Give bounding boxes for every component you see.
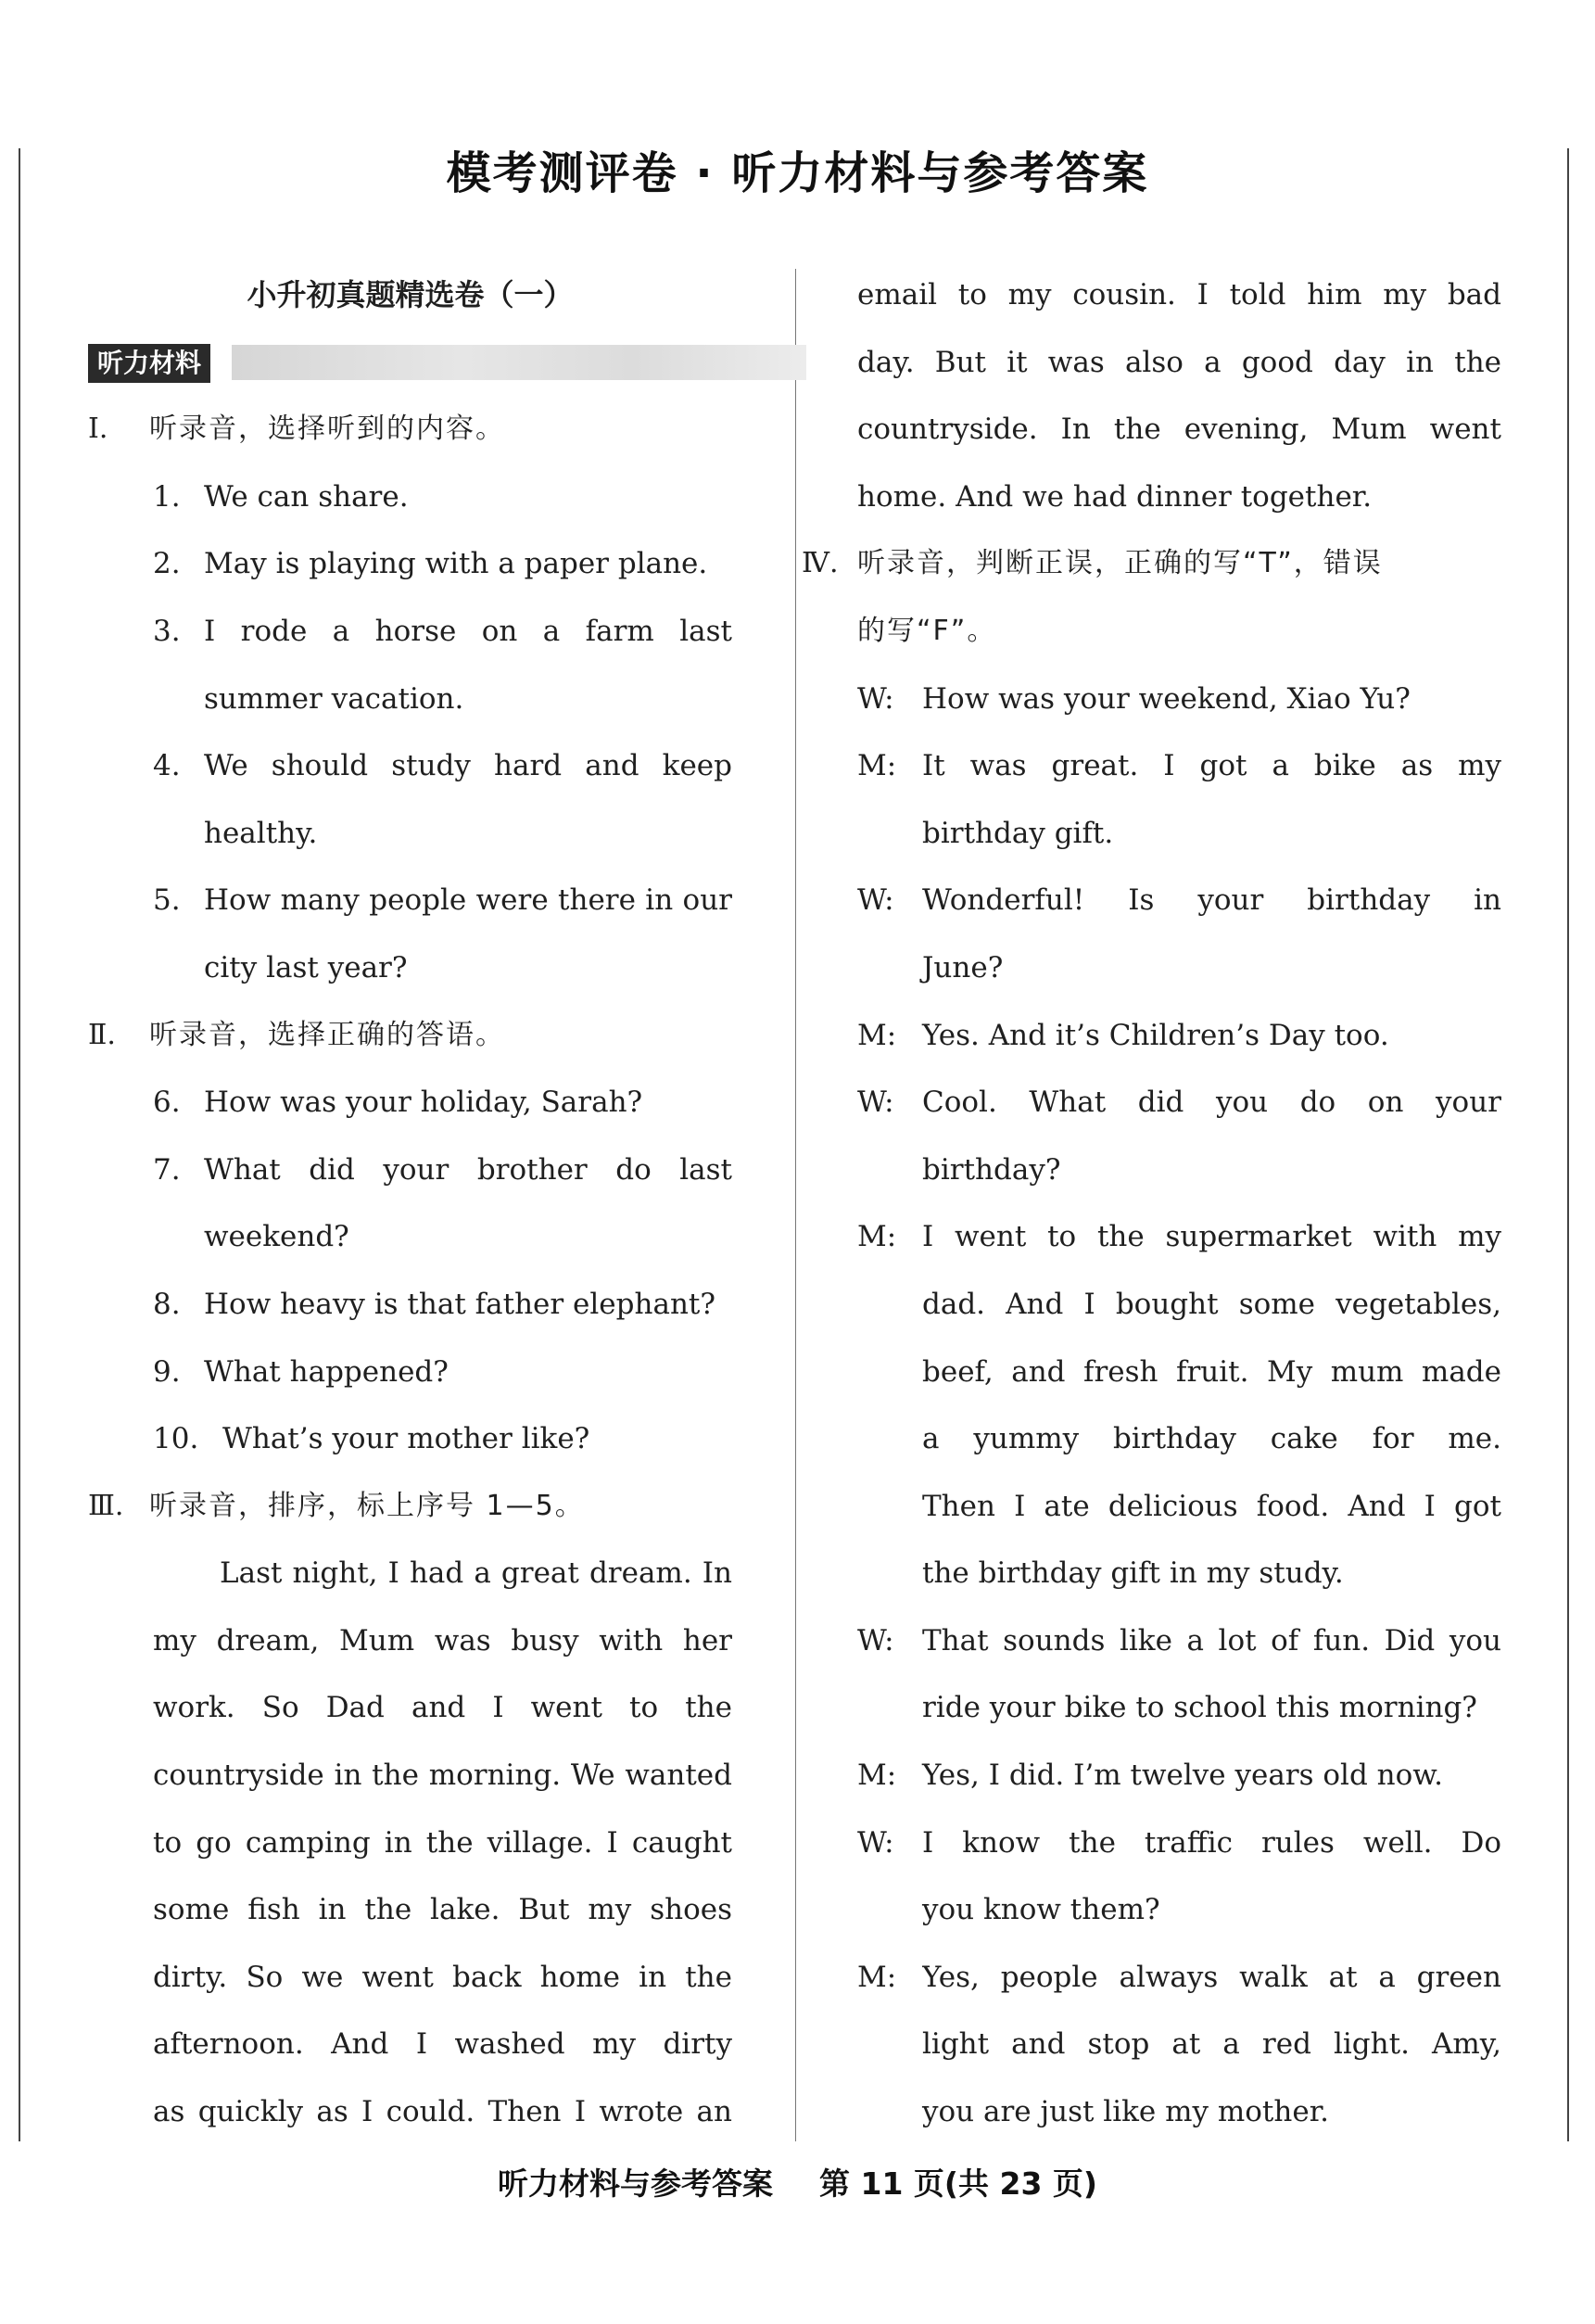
footer-title: 听力材料与参考答案: [498, 2165, 774, 2202]
section-title: 听录音，选择正确的答语。: [149, 1018, 505, 1051]
right-column: [802, 261, 1501, 2146]
dialogue-text-cont: a yummy birthday cake for me.: [922, 1422, 1501, 1456]
list-item: [88, 1271, 732, 1339]
section-1-heading: [88, 396, 732, 464]
speaker-label: M:: [857, 1759, 897, 1793]
passage-line: some fish in the lake. But my shoes: [153, 1893, 732, 1927]
passage-line: dirty. So we went back home in the: [153, 1960, 732, 1994]
section-number: Ⅲ.: [88, 1489, 124, 1522]
section-title: 听录音，判断正误，正确的写“T”，错误: [857, 547, 1383, 580]
section-title: 听录音，排序，标上序号 1—5。: [149, 1489, 585, 1522]
dialogue-turn: [857, 1607, 1501, 1675]
dialogue-text: It was great. I got a bike as my: [922, 749, 1501, 783]
passage-line: to go camping in the village. I caught: [153, 1825, 732, 1860]
dialogue-turn: [857, 1742, 1501, 1810]
passage-line: work. So Dad and I went to the: [153, 1691, 732, 1725]
passage-line: day. But it was also a good day in the: [857, 345, 1501, 379]
item-text: How heavy is that father elephant?: [204, 1287, 715, 1321]
speaker-label: M:: [857, 749, 897, 783]
item-text: May is playing with a paper plane.: [204, 547, 708, 581]
dialogue-text-cont: you are just like my mother.: [922, 2095, 1329, 2129]
item-number: 6.: [153, 1086, 181, 1120]
item-text: What happened?: [204, 1354, 449, 1389]
dialogue-turn: [857, 1002, 1501, 1070]
dialogue-text-cont: Then I ate delicious food. And I got: [922, 1489, 1501, 1523]
section-number: Ⅱ.: [88, 1018, 116, 1051]
item-number: 5.: [153, 883, 181, 918]
passage-line: afternoon. And I washed my dirty: [153, 2027, 732, 2062]
page-footer: [0, 2160, 1595, 2203]
passage-line: home. And we had dinner together.: [857, 479, 1373, 514]
list-item: [88, 1339, 732, 1406]
dialogue-text-cont: beef, and fresh fruit. My mum made: [922, 1354, 1501, 1389]
speaker-label: M:: [857, 1220, 897, 1254]
dialogue-text-cont: June?: [922, 950, 1004, 984]
list-item: [88, 867, 732, 934]
speaker-label: W:: [857, 883, 894, 918]
speaker-label: W:: [857, 1623, 894, 1657]
dialogue-text: I went to the supermarket with my: [922, 1220, 1501, 1254]
page-number: 第 11 页(共 23 页): [819, 2165, 1097, 2202]
item-text: How many people were there in our: [204, 883, 732, 918]
dialogue-turn: [857, 1944, 1501, 2012]
section-label: 听力材料: [88, 344, 210, 383]
item-text: How was your holiday, Sarah?: [204, 1086, 643, 1120]
right-border-rule: [1567, 148, 1569, 2141]
list-item: [88, 732, 732, 800]
item-number: 3.: [153, 614, 181, 648]
item-text-cont: weekend?: [204, 1220, 349, 1254]
dialogue-text: I know the traffic rules well. Do: [922, 1825, 1501, 1860]
section-label-row: [88, 329, 732, 397]
item-text: We can share.: [204, 479, 409, 514]
dialogue-turn: [857, 666, 1501, 733]
speaker-label: W:: [857, 1086, 894, 1120]
dialogue-turn: [857, 867, 1501, 934]
section-3-heading: [88, 1473, 732, 1541]
section-number: Ⅰ.: [88, 413, 108, 446]
section-2-heading: [88, 1002, 732, 1070]
passage-line: countryside in the morning. We wanted: [153, 1759, 732, 1793]
paper-title: 小升初真题精选卷（一）: [247, 277, 574, 312]
speaker-label: M:: [857, 1018, 897, 1052]
speaker-label: W:: [857, 681, 894, 716]
left-column: [88, 261, 732, 2146]
item-text: I rode a horse on a farm last: [204, 614, 732, 648]
item-number: 1.: [153, 479, 181, 514]
dialogue-turn: [857, 1203, 1501, 1271]
section-title-cont: 的写“F”。: [857, 614, 997, 647]
speaker-label: W:: [857, 1825, 894, 1860]
dialogue-text-cont: ride your bike to school this morning?: [922, 1691, 1477, 1725]
passage-line: countryside. In the evening, Mum went: [857, 413, 1501, 447]
dialogue-turn: [857, 1069, 1501, 1137]
left-border-rule: [19, 148, 20, 2141]
item-number: 7.: [153, 1152, 181, 1187]
section-number: Ⅳ.: [802, 547, 839, 580]
item-text: We should study hard and keep: [204, 749, 732, 783]
item-text: What did your brother do last: [204, 1152, 732, 1187]
list-item: [88, 1137, 732, 1204]
dialogue-text: How was your weekend, Xiao Yu?: [922, 681, 1411, 716]
passage-line: email to my cousin. I told him my bad: [857, 278, 1501, 311]
dialogue-text-cont: you know them?: [922, 1893, 1160, 1927]
passage-line: Last night, I had a great dream. In: [220, 1556, 732, 1591]
column-divider: [795, 269, 796, 2141]
list-item: [88, 1069, 732, 1137]
item-text-cont: city last year?: [204, 950, 408, 984]
dialogue-text-cont: birthday gift.: [922, 816, 1114, 850]
list-item: [88, 1405, 732, 1473]
list-item: [88, 464, 732, 531]
dialogue-text-cont: birthday?: [922, 1152, 1061, 1187]
dialogue-text: Yes, people always walk at a green: [922, 1960, 1501, 1994]
dialogue-turn: [857, 1810, 1501, 1877]
list-item: [88, 530, 732, 598]
page-title: 模考测评卷 · 听力材料与参考答案: [446, 147, 1149, 199]
label-decor-strip: [232, 345, 806, 380]
item-number: 2.: [153, 547, 181, 581]
section-4-heading: [802, 530, 1501, 598]
dialogue-text: Cool. What did you do on your: [922, 1086, 1501, 1120]
item-text-cont: summer vacation.: [204, 681, 464, 716]
item-text: What’s your mother like?: [222, 1422, 590, 1456]
dialogue-turn: [857, 732, 1501, 800]
list-item: [88, 598, 732, 666]
dialogue-text-cont: the birthday gift in my study.: [922, 1556, 1344, 1591]
passage-line: as quickly as I could. Then I wrote an: [153, 2095, 732, 2129]
item-text-cont: healthy.: [204, 816, 318, 850]
dialogue-text-cont: dad. And I bought some vegetables,: [922, 1287, 1501, 1321]
dialogue-text: Yes, I did. I’m twelve years old now.: [922, 1759, 1443, 1793]
item-number: 4.: [153, 749, 181, 783]
item-number: 10.: [153, 1422, 199, 1456]
speaker-label: M:: [857, 1960, 897, 1994]
dialogue-text: Yes. And it’s Children’s Day too.: [922, 1018, 1389, 1052]
item-number: 9.: [153, 1354, 181, 1389]
passage-line: my dream, Mum was busy with her: [153, 1623, 732, 1657]
section-title: 听录音，选择听到的内容。: [149, 413, 505, 446]
dialogue-text: Wonderful! Is your birthday in: [922, 883, 1501, 918]
dialogue-text-cont: light and stop at a red light. Amy,: [922, 2027, 1501, 2062]
item-number: 8.: [153, 1287, 181, 1321]
dialogue-text: That sounds like a lot of fun. Did you: [922, 1623, 1501, 1657]
